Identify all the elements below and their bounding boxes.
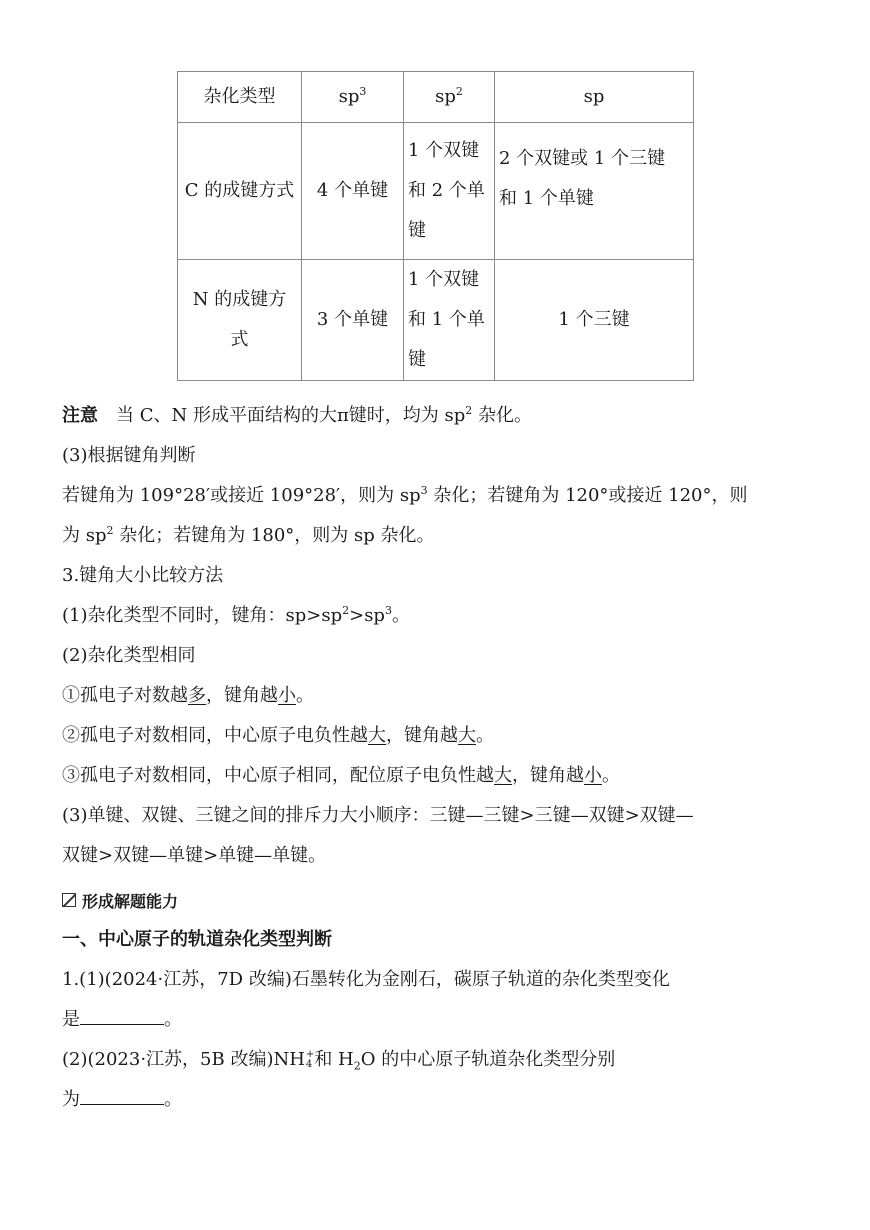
paragraph-line: ①孤电子对数越多，键角越小。 <box>62 685 314 706</box>
paragraph-title: (3)根据键角判断 <box>62 445 196 466</box>
table-cell: 4 个单键 <box>302 123 404 260</box>
table-cell: 1 个双键 和 2 个单 键 <box>404 123 495 260</box>
answer-underlined: 小 <box>278 685 296 706</box>
table-cell: 1 个双键 和 1 个单 键 <box>404 260 495 381</box>
table-cell: N 的成键方 式 <box>178 260 302 381</box>
section-header: 形成解题能力 <box>62 880 822 920</box>
question-line: 1.(1)(2024·江苏，7D 改编)石墨转化为金刚石，碳原子轨道的杂化类型变化 <box>62 969 670 990</box>
section-title: 3.键角大小比较方法 <box>62 565 224 586</box>
hybridization-table <box>177 71 694 381</box>
table-row <box>178 123 694 260</box>
paragraph-line: (1)杂化类型不同时，键角：$sp>sp^2>sp^3$。 <box>62 604 410 626</box>
answer-blank[interactable] <box>80 1004 164 1025</box>
paragraph-line: ②孤电子对数相同，中心原子电负性越大，键角越大。 <box>62 725 494 746</box>
paragraph-line: 双键>双键—单键>单键—单键。 <box>62 845 327 866</box>
table-row <box>178 260 694 381</box>
answer-underlined: 大 <box>368 725 386 746</box>
table-cell: 3 个单键 <box>302 260 404 381</box>
answer-underlined: 大 <box>458 725 476 746</box>
note-label: 注意 <box>62 405 98 426</box>
paragraph-line: (2)杂化类型相同 <box>62 645 196 666</box>
table-cell: 1 个三键 <box>495 260 694 381</box>
body-text <box>62 396 822 1120</box>
note-line: 注意 当 C、N 形成平面结构的大π键时，均为 $sp^2$ 杂化。 <box>62 404 533 426</box>
table-cell: 杂化类型 <box>178 72 302 123</box>
table-cell: C 的成键方式 <box>178 123 302 260</box>
answer-underlined: 大 <box>494 765 512 786</box>
question-line: 是 。 <box>62 1000 822 1040</box>
table-cell: sp <box>495 72 694 123</box>
answer-underlined: 多 <box>188 685 206 706</box>
question-line: (2)(2023·江苏，5B 改编)NH + 4 和 $H_2O$ 的中心原子轨道杂化类型分别 <box>62 1049 616 1073</box>
paragraph-line: ③孤电子对数相同，中心原子相同，配位原子电负性越大，键角越小。 <box>62 765 620 786</box>
table-cell: 2 个双键或 1 个三键 和 1 个单键 <box>495 123 694 260</box>
answer-underlined: 小 <box>584 765 602 786</box>
paragraph-line: 若键角为 109°28′或接近 109°28′，则为 $sp^3$ 杂化；若键角为 120°或接近 120°，则 <box>62 484 748 506</box>
answer-blank[interactable] <box>80 1084 164 1105</box>
paragraph-line: (3)单键、双键、三键之间的排斥力大小顺序：三键—三键>三键—双键>双键— <box>62 805 694 826</box>
pencil-square-icon <box>62 893 76 907</box>
part-title: 一、中心原子的轨道杂化类型判断 <box>62 929 332 950</box>
table-header-row <box>178 72 694 123</box>
table-cell: $sp^2$ <box>404 72 495 123</box>
question-line: 为 。 <box>62 1080 822 1120</box>
paragraph-line: 为 $sp^2$ 杂化；若键角为 180°，则为 sp 杂化。 <box>62 524 435 546</box>
table-cell: $sp^3$ <box>302 72 404 123</box>
